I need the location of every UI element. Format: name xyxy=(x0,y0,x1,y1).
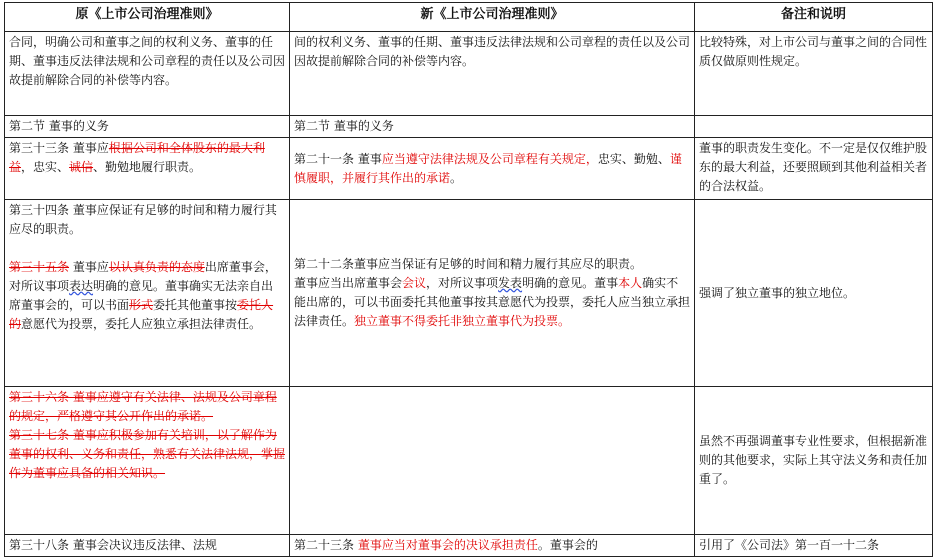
note-cell: 董事的职责发生变化。不一定是仅仅维护股东的最大利益，还要照顾到其他利益相关者的合法权益。 xyxy=(695,138,933,200)
new-cell xyxy=(290,138,695,200)
note-cell: 强调了独立董事的独立地位。 xyxy=(695,200,933,387)
note-cell: 虽然不再强调董事专业性要求，但根据新准则的其他要求，实际上其守法义务和责任加重了。 xyxy=(695,387,933,535)
added-text: 会议 xyxy=(402,276,427,290)
old-cell: 第三十八条 董事会决议违反法律、法规 xyxy=(5,535,290,557)
deleted-text: 第三十五条 xyxy=(9,260,70,274)
old-cell: 合同，明确公司和董事之间的权利义务、董事的任期、董事违反法律法规和公司章程的责任以及公司因故提前解除合同的补偿等内容。 xyxy=(5,32,290,116)
old-cell xyxy=(5,138,290,200)
old-text: 明确的意见。董事确实无法亲自出席董事会的，可以书面 xyxy=(9,279,274,312)
deleted-text: 根据公司和全体股东的最大利益 xyxy=(9,141,265,174)
old-paragraph xyxy=(9,258,285,334)
new-text: 明确的意见。董事 xyxy=(522,276,619,290)
deleted-text: 诚信 xyxy=(69,160,94,174)
header-new: 新《上市公司治理准则》 xyxy=(290,3,695,32)
new-text: 第二十三条 xyxy=(294,538,358,552)
table-row xyxy=(5,138,933,200)
table-row xyxy=(5,387,933,535)
deleted-text: 形式 xyxy=(129,298,154,312)
added-text: 董事应当对董事会的决议承担责任 xyxy=(357,538,538,552)
new-text: 。 xyxy=(450,170,463,185)
new-paragraph: 第二十二条董事应当保证有足够的时间和精力履行其应尽的职责。 xyxy=(294,257,643,271)
old-paragraph: 第三十四条 董事应保证有足够的时间和精力履行其应尽的职责。 xyxy=(9,203,277,236)
new-cell: 间的权利义务、董事的任期、董事违反法律法规和公司章程的责任以及公司因故提前解除合同的补偿等内容。 xyxy=(290,32,695,116)
table-row xyxy=(5,32,933,116)
old-text: 出席董事会，对所议事项 xyxy=(9,260,277,293)
note-cell xyxy=(695,116,933,138)
old-text: ，忠实、 xyxy=(21,160,70,174)
comparison-table xyxy=(4,2,933,557)
new-cell xyxy=(290,387,695,535)
new-text: 董事应当出席董事会 xyxy=(294,276,403,290)
marked-text: 表达 xyxy=(69,279,94,293)
old-text: 委托其他董事按 xyxy=(153,298,238,312)
deleted-text: 以认真负责的态度 xyxy=(108,260,205,274)
added-text: 独立董事不得委托非独立董事代为投票。 xyxy=(354,314,571,328)
old-cell xyxy=(5,200,290,387)
old-cell xyxy=(5,387,290,535)
header-row xyxy=(5,3,933,32)
new-paragraph xyxy=(294,274,690,331)
new-text: ，对所议事项 xyxy=(426,276,499,290)
deleted-text: 委托人的 xyxy=(9,298,274,331)
table-row xyxy=(5,116,933,138)
old-cell: 第二节 董事的义务 xyxy=(5,116,290,138)
old-text: 、勤勉地履行职责。 xyxy=(93,160,202,174)
added-text: 谨慎履职，并履行其作出的承诺 xyxy=(294,151,682,185)
new-text: 第二十一条 董事 xyxy=(294,151,382,166)
old-text: 董事应 xyxy=(69,260,109,274)
deleted-paragraph: 第三十七条 董事应积极参加有关培训，以了解作为董事的权利、义务和责任，熟悉有关法律法规，掌握作为董事应具备的相关知识。 xyxy=(9,428,286,480)
marked-text: 发表 xyxy=(498,276,523,290)
deleted-paragraph: 第三十六条 董事应遵守有关法律、法规及公司章程的规定，严格遵守其公开作出的承诺。 xyxy=(9,390,277,423)
table-row xyxy=(5,535,933,557)
old-text: 意愿代为投票，委托人应独立承担法律责任。 xyxy=(21,317,262,331)
added-text: 应当遵守法律法规及公司章程有关规定， xyxy=(381,151,598,166)
header-old: 原《上市公司治理准则》 xyxy=(5,3,290,32)
note-cell: 比较特殊，对上市公司与董事之间的合同性质仅做原则性规定。 xyxy=(695,32,933,116)
new-text: 。董事会的 xyxy=(537,538,598,552)
new-cell xyxy=(290,200,695,387)
header-note: 备注和说明 xyxy=(695,3,933,32)
new-cell xyxy=(290,535,695,557)
table-row xyxy=(5,200,933,387)
added-text: 本人 xyxy=(618,276,643,290)
new-text: 忠实、勤勉、 xyxy=(597,151,670,166)
new-cell: 第二节 董事的义务 xyxy=(290,116,695,138)
new-text: 确实不能出席的，可以书面委托其他董事按其意愿代为投票，委托人应当独立承担法律责任。 xyxy=(294,276,691,328)
old-text: 第三十三条 董事应 xyxy=(9,141,109,155)
note-cell: 引用了《公司法》第一百一十二条 xyxy=(695,535,933,557)
